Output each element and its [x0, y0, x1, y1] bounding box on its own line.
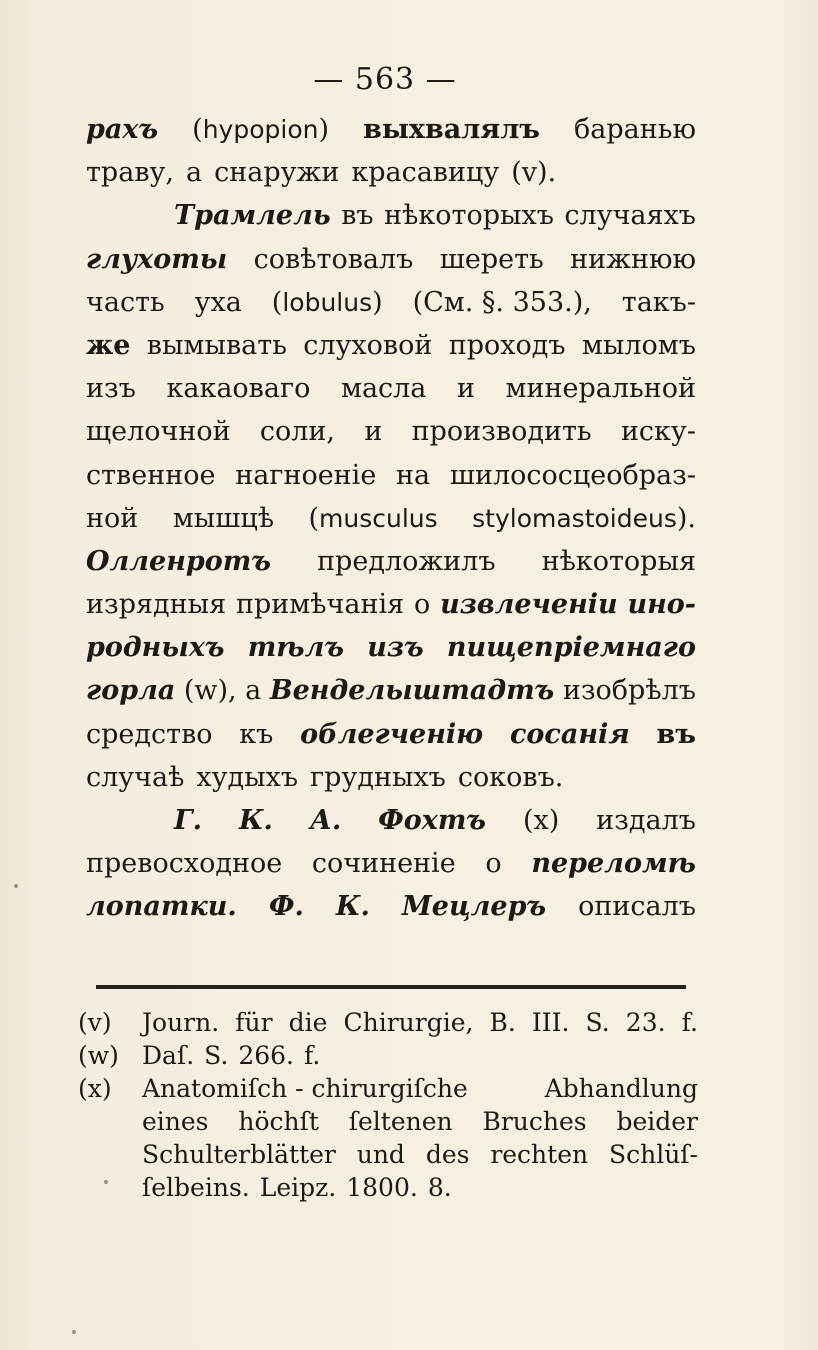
- text-line: [86, 669, 696, 712]
- text-line: [86, 324, 696, 367]
- word: изъ: [86, 373, 136, 405]
- text-line: [86, 151, 696, 194]
- word: Leipz.: [259, 1173, 337, 1202]
- word: соли,: [259, 416, 336, 448]
- word: выхвалялъ: [363, 114, 540, 145]
- footnote-line: [142, 1171, 698, 1204]
- footnote-text: [142, 1039, 698, 1072]
- word: Ф.: [268, 891, 304, 923]
- footnote: [78, 1039, 698, 1072]
- word: stylomastoideus).: [472, 502, 696, 534]
- word: 23.: [625, 1008, 666, 1037]
- word: въ: [341, 200, 374, 232]
- word: снаружи: [214, 157, 340, 189]
- word: f.: [681, 1008, 698, 1037]
- word: къ: [239, 718, 274, 750]
- word: облегченію: [300, 718, 484, 750]
- footnotes: [78, 1006, 698, 1204]
- word: (x): [522, 805, 560, 836]
- word: горла: [86, 675, 176, 707]
- body-text: [86, 108, 696, 929]
- word: Chirurgie,: [343, 1008, 474, 1037]
- word: описалъ: [578, 891, 696, 923]
- word: сосанія: [509, 718, 630, 750]
- word: шилососцеобраз-: [449, 459, 696, 491]
- footnote-text: [142, 1072, 698, 1204]
- word: Anatomiſch - chirurgiſche: [142, 1074, 468, 1103]
- text-line: [86, 194, 696, 237]
- paper-speck: [72, 1330, 76, 1334]
- text-line: [86, 454, 696, 497]
- word: слуховой: [303, 329, 433, 361]
- word: вымывать: [146, 329, 287, 361]
- word: родныхъ: [86, 632, 225, 664]
- footnote-mark: (v): [78, 1008, 112, 1037]
- word: Abhandlung: [544, 1074, 698, 1103]
- footnote: [78, 1006, 698, 1039]
- word: Фохтъ: [378, 805, 487, 836]
- word: К.: [238, 805, 273, 836]
- word: (См. §. 353.),: [412, 286, 592, 318]
- word: извлеченіи: [440, 589, 618, 621]
- word: 266.: [238, 1041, 295, 1070]
- word: III.: [531, 1008, 570, 1037]
- word: предложилъ: [317, 545, 496, 577]
- word: изобрѣлъ: [562, 675, 696, 707]
- word: (musculus: [308, 502, 438, 534]
- word: тѣлъ: [247, 632, 345, 664]
- word: höchſt: [238, 1107, 319, 1136]
- word: ино-: [627, 589, 696, 621]
- word: глухоты: [86, 243, 228, 275]
- word: нѣкоторыхъ: [384, 200, 554, 232]
- word: ственное: [86, 459, 216, 491]
- text-line: [86, 713, 696, 756]
- word: Schulterblätter: [142, 1140, 336, 1169]
- word: превосходное: [86, 848, 283, 880]
- word: въ: [656, 718, 696, 750]
- word: минеральной: [505, 373, 696, 405]
- word: изрядныя: [86, 589, 227, 621]
- footnote-line: [142, 1105, 698, 1138]
- word: пищепріемнаго: [446, 632, 696, 664]
- word: соковъ.: [457, 761, 564, 793]
- word: нагноеніе: [235, 459, 377, 491]
- text-line: [86, 885, 696, 928]
- word: 8.: [427, 1173, 452, 1202]
- text-line: [86, 540, 696, 583]
- word: мыломъ: [581, 329, 696, 361]
- word: и: [364, 416, 383, 448]
- word: мышцѣ: [172, 502, 274, 534]
- footnote-rule: [96, 985, 686, 989]
- word: ſelbeins.: [142, 1173, 250, 1202]
- word: шереть: [439, 243, 544, 275]
- paper-speck: [14, 884, 18, 888]
- word: Bruches: [482, 1107, 587, 1136]
- word: случаѣ: [86, 761, 185, 793]
- word: уха: [194, 286, 242, 318]
- word: ſeltenen: [348, 1107, 453, 1136]
- word: (hypopion): [192, 114, 330, 145]
- page-number: — 563 —: [313, 62, 457, 97]
- word: B.: [489, 1008, 516, 1037]
- word: худыхъ: [196, 761, 299, 793]
- word: und: [356, 1140, 405, 1169]
- text-line: [86, 238, 696, 281]
- word: Олленротъ: [86, 545, 271, 577]
- word: производить: [411, 416, 592, 448]
- word: на: [396, 459, 431, 491]
- text-line: [86, 842, 696, 885]
- word: же: [86, 329, 131, 361]
- word: S.: [204, 1041, 229, 1070]
- text-line: [86, 799, 696, 842]
- text-line: [86, 410, 696, 453]
- word: грудныхъ: [310, 761, 446, 793]
- word: А.: [309, 805, 342, 836]
- word: средство: [86, 718, 213, 750]
- footnote-line: [142, 1072, 698, 1105]
- text-line: [86, 626, 696, 669]
- word: S.: [585, 1008, 610, 1037]
- word: а: [186, 157, 203, 189]
- word: красавицу: [351, 157, 500, 189]
- footnote-line: [142, 1138, 698, 1171]
- word: rechten: [490, 1140, 589, 1169]
- word: часть: [86, 286, 165, 318]
- text-line: [86, 367, 696, 410]
- word: Мецлеръ: [401, 891, 547, 923]
- text-line: [86, 756, 696, 799]
- word: иску-: [620, 416, 696, 448]
- word: die: [288, 1008, 328, 1037]
- word: Daſ.: [142, 1041, 195, 1070]
- word: (v).: [511, 157, 557, 189]
- word: Венделыштадтъ: [269, 675, 555, 707]
- word: рахъ: [86, 114, 159, 145]
- word: случаяхъ: [564, 200, 696, 232]
- word: Трамлель: [174, 200, 331, 232]
- word: траву,: [86, 157, 174, 189]
- word: щелочной: [86, 416, 231, 448]
- word: лопатки.: [86, 891, 237, 923]
- word: Г.: [174, 805, 203, 836]
- text-line: [86, 583, 696, 626]
- word: eines: [142, 1107, 209, 1136]
- word: издалъ: [596, 805, 696, 836]
- word: des: [425, 1140, 470, 1169]
- footnote-mark: (x): [78, 1074, 112, 1103]
- word: о: [413, 589, 431, 621]
- word: beider: [616, 1107, 698, 1136]
- word: f.: [304, 1041, 321, 1070]
- word: совѣтовалъ: [253, 243, 414, 275]
- text-line: [86, 281, 696, 324]
- footnote-mark: (w): [78, 1041, 119, 1070]
- word: сочиненіе: [311, 848, 456, 880]
- word: für: [235, 1008, 273, 1037]
- word: баранью: [574, 114, 696, 145]
- word: а: [245, 675, 262, 707]
- word: переломѣ: [531, 848, 696, 880]
- word: (w),: [183, 675, 237, 707]
- word: такъ-: [621, 286, 696, 318]
- word: нижнюю: [570, 243, 696, 275]
- word: о: [485, 848, 502, 880]
- word: (lobulus): [271, 286, 383, 318]
- word: примѣчанія: [236, 589, 405, 621]
- word: Journ.: [142, 1008, 220, 1037]
- paper-speck: [104, 1180, 108, 1184]
- word: Schlüſ-: [608, 1140, 698, 1169]
- word: К.: [335, 891, 370, 923]
- footnote-text: [142, 1006, 698, 1039]
- word: проходъ: [448, 329, 566, 361]
- word: ной: [86, 502, 139, 534]
- word: изъ: [367, 632, 424, 664]
- text-line: [86, 497, 696, 540]
- text-line: [86, 108, 696, 151]
- word: и: [456, 373, 475, 405]
- word: масла: [340, 373, 427, 405]
- word: нѣкоторыя: [541, 545, 696, 577]
- word: какаоваго: [166, 373, 311, 405]
- footnote-line: [142, 1039, 698, 1072]
- word: 1800.: [346, 1173, 418, 1202]
- footnote-line: [142, 1006, 698, 1039]
- footnote: [78, 1072, 698, 1204]
